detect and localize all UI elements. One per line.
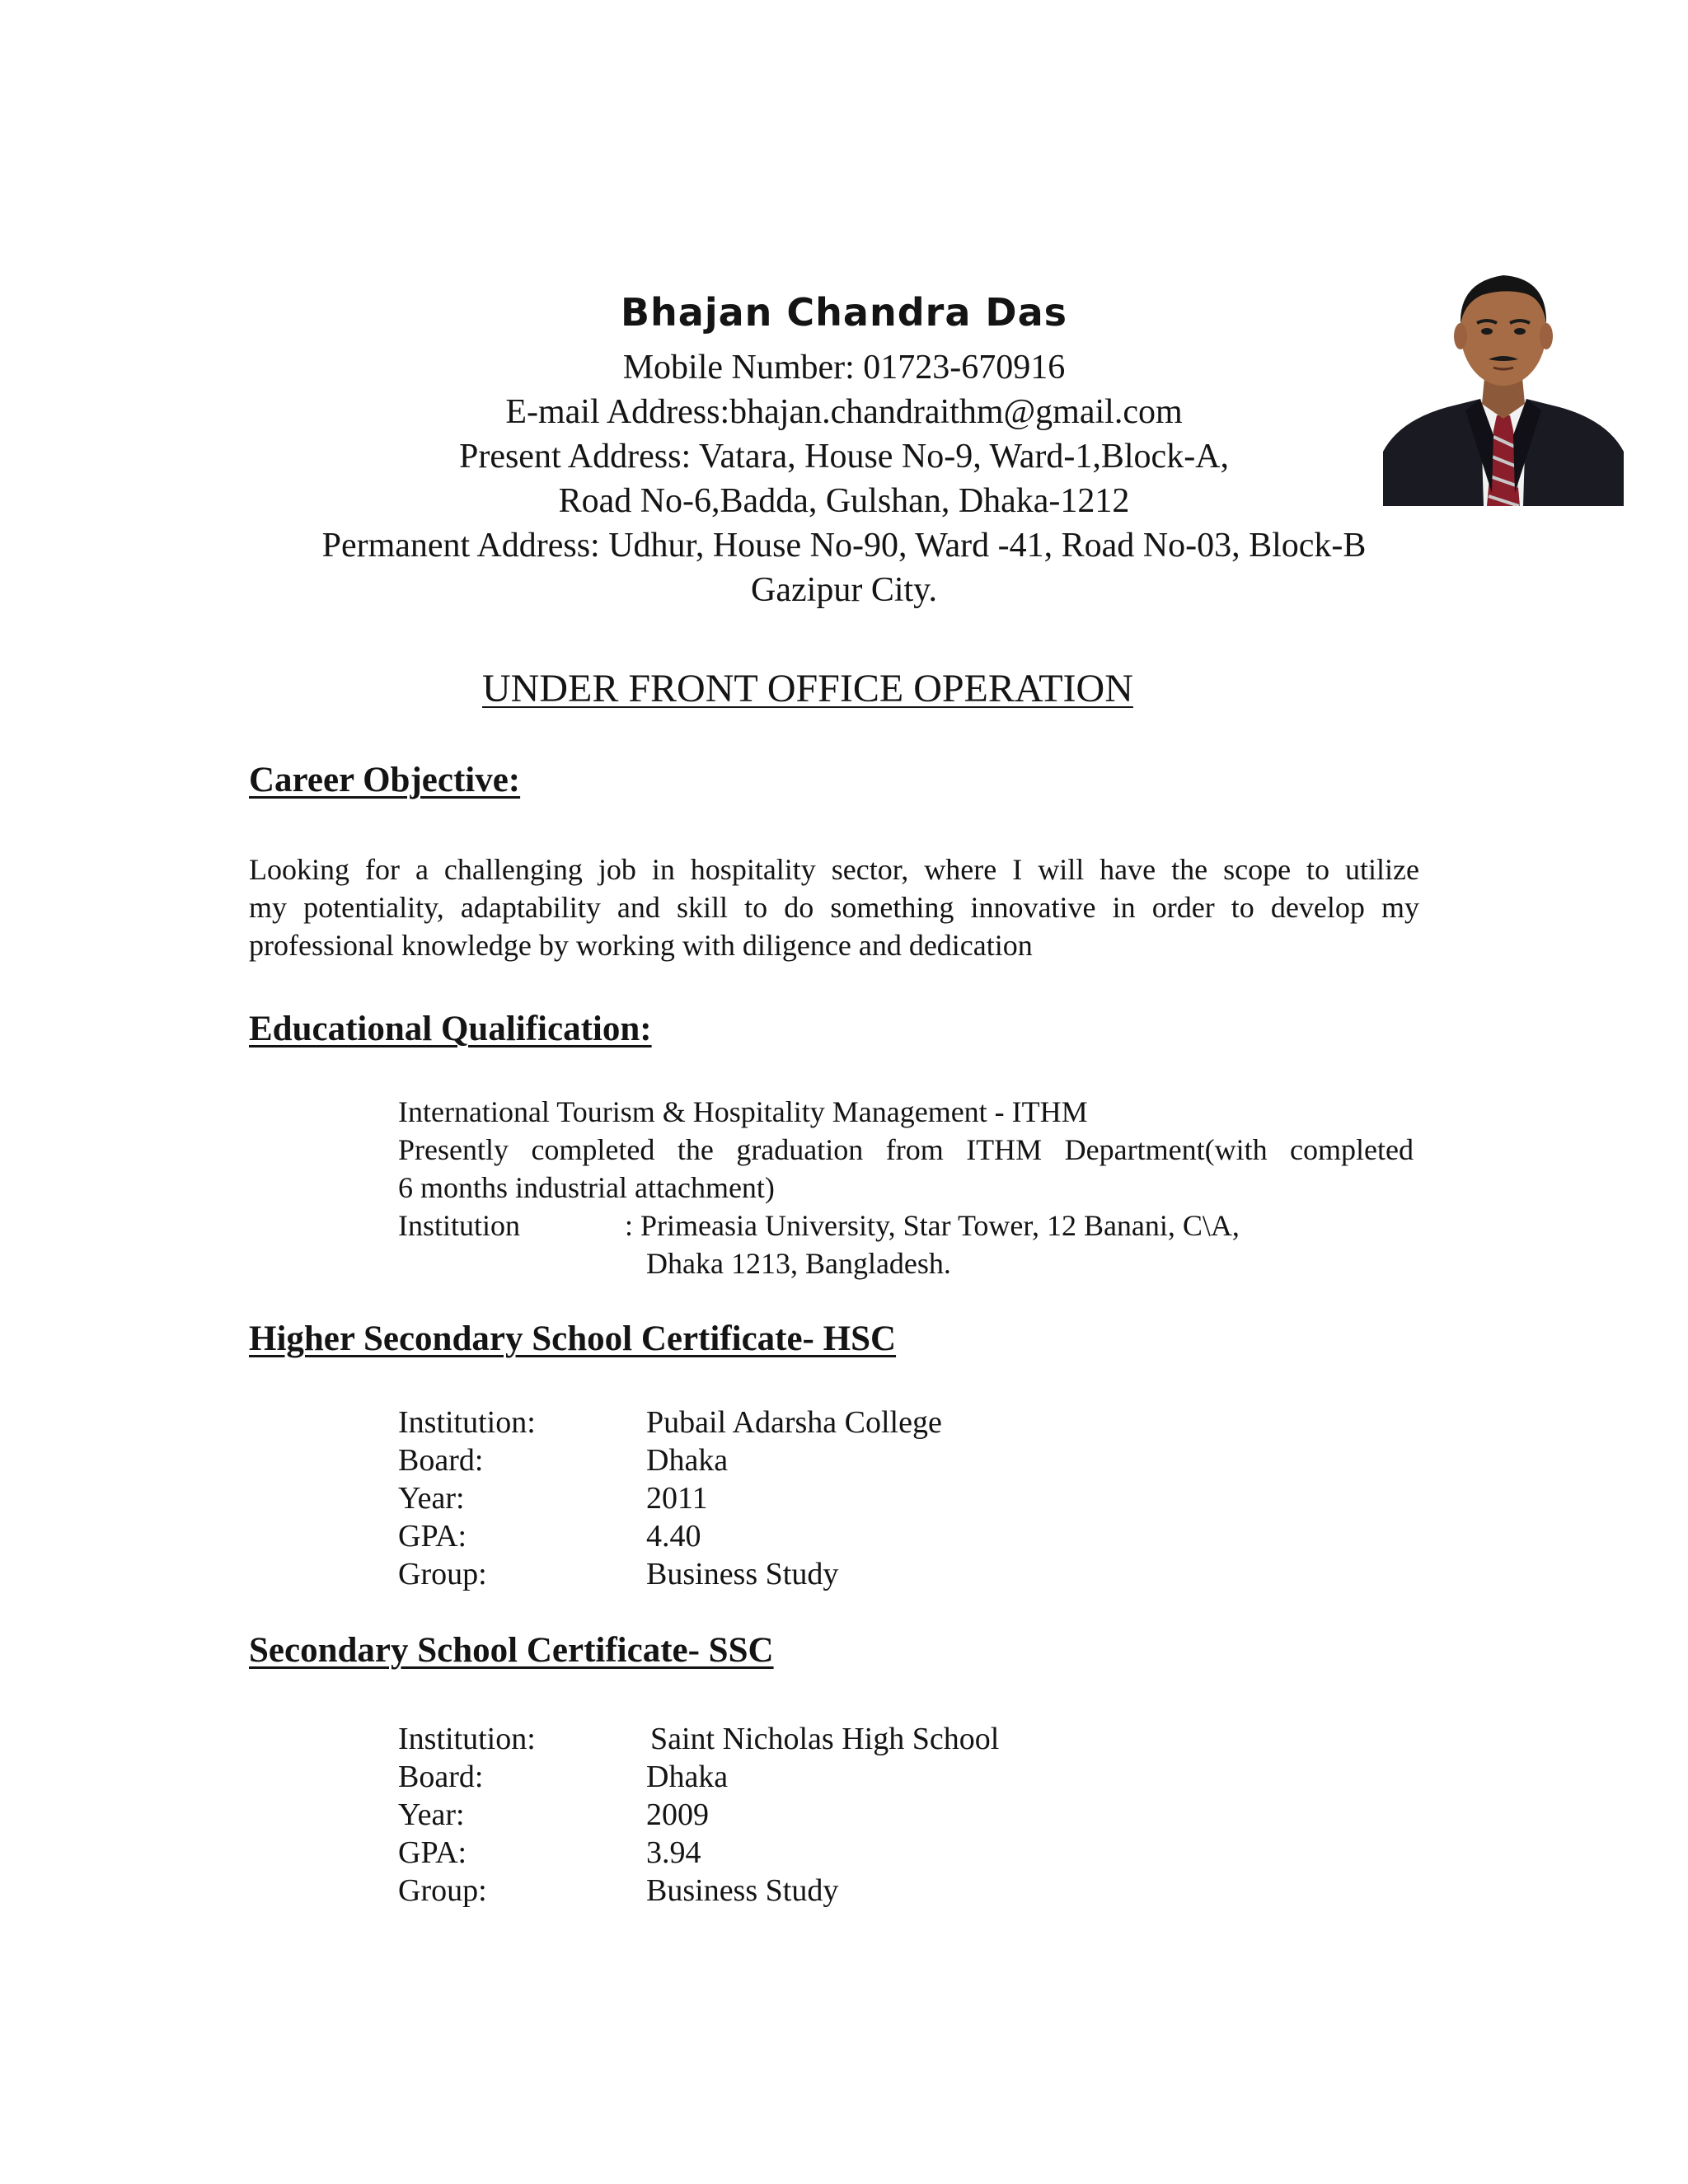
ssc-value: Dhaka xyxy=(646,1760,729,1794)
education-institution-label: Institution xyxy=(398,1209,521,1242)
hsc-value: 4.40 xyxy=(646,1519,701,1554)
education-institution-value-1: : Primeasia University, Star Tower, 12 Banani, C\A, xyxy=(625,1209,1240,1242)
education-detail-line-1: Presently completed the graduation from ITHM Department(with completed xyxy=(398,1133,1414,1166)
career-objective-heading: Career Objective: xyxy=(249,761,521,799)
hsc-label: Year: xyxy=(398,1481,465,1516)
hsc-label: GPA: xyxy=(398,1519,467,1554)
hsc-value: Pubail Adarsha College xyxy=(646,1405,942,1440)
hsc-value: Dhaka xyxy=(646,1443,729,1478)
hsc-value: 2011 xyxy=(646,1481,708,1516)
hsc-heading: Higher Secondary School Certificate- HSC xyxy=(249,1319,897,1358)
career-objective-text xyxy=(249,851,1419,964)
ssc-value: 3.94 xyxy=(646,1835,701,1870)
ssc-heading: Secondary School Certificate- SSC xyxy=(249,1631,774,1670)
ssc-value: Business Study xyxy=(646,1873,839,1908)
ssc-label: Year: xyxy=(398,1797,465,1832)
resume-name: Bhajan Chandra Das xyxy=(621,290,1067,335)
hsc-label: Group: xyxy=(398,1557,487,1591)
ssc-label: Board: xyxy=(398,1760,484,1794)
hsc-label: Institution: xyxy=(398,1405,536,1440)
education-detail-line-2: 6 months industrial attachment) xyxy=(398,1171,775,1204)
education-institution-value-2: Dhaka 1213, Bangladesh. xyxy=(646,1247,951,1280)
ssc-value: 2009 xyxy=(646,1797,709,1832)
education-heading: Educational Qualification: xyxy=(249,1010,652,1048)
ssc-value: Saint Nicholas High School xyxy=(650,1722,1000,1756)
position-title: UNDER FRONT OFFICE OPERATION xyxy=(482,667,1133,710)
present-address-line-2: Road No-6,Badda, Gulshan, Dhaka-1212 xyxy=(558,482,1130,520)
permanent-address-line-1: Permanent Address: Udhur, House No-90, Ward -41, Road No-03, Block-B xyxy=(321,527,1367,565)
objective-line: my potentiality, adaptability and skill to do something innovative in order to develop my xyxy=(249,891,1419,924)
profile-photo xyxy=(1383,246,1624,506)
objective-line: Looking for a challenging job in hospitality sector, where I will have the scope to utilize xyxy=(249,853,1419,886)
ssc-label: Institution: xyxy=(398,1722,536,1756)
ssc-label: Group: xyxy=(398,1873,487,1908)
mobile-number: Mobile Number: 01723-670916 xyxy=(622,349,1066,387)
education-program: International Tourism & Hospitality Management - ITHM xyxy=(398,1095,1088,1128)
permanent-address-line-2: Gazipur City. xyxy=(751,571,937,609)
hsc-value: Business Study xyxy=(646,1557,839,1591)
objective-line: professional knowledge by working with diligence and dedication xyxy=(249,929,1033,962)
hsc-label: Board: xyxy=(398,1443,484,1478)
present-address-line-1: Present Address: Vatara, House No-9, Ward-1,Block-A, xyxy=(458,438,1230,476)
ssc-label: GPA: xyxy=(398,1835,467,1870)
email-address: E-mail Address:bhajan.chandraithm@gmail.com xyxy=(505,393,1183,431)
